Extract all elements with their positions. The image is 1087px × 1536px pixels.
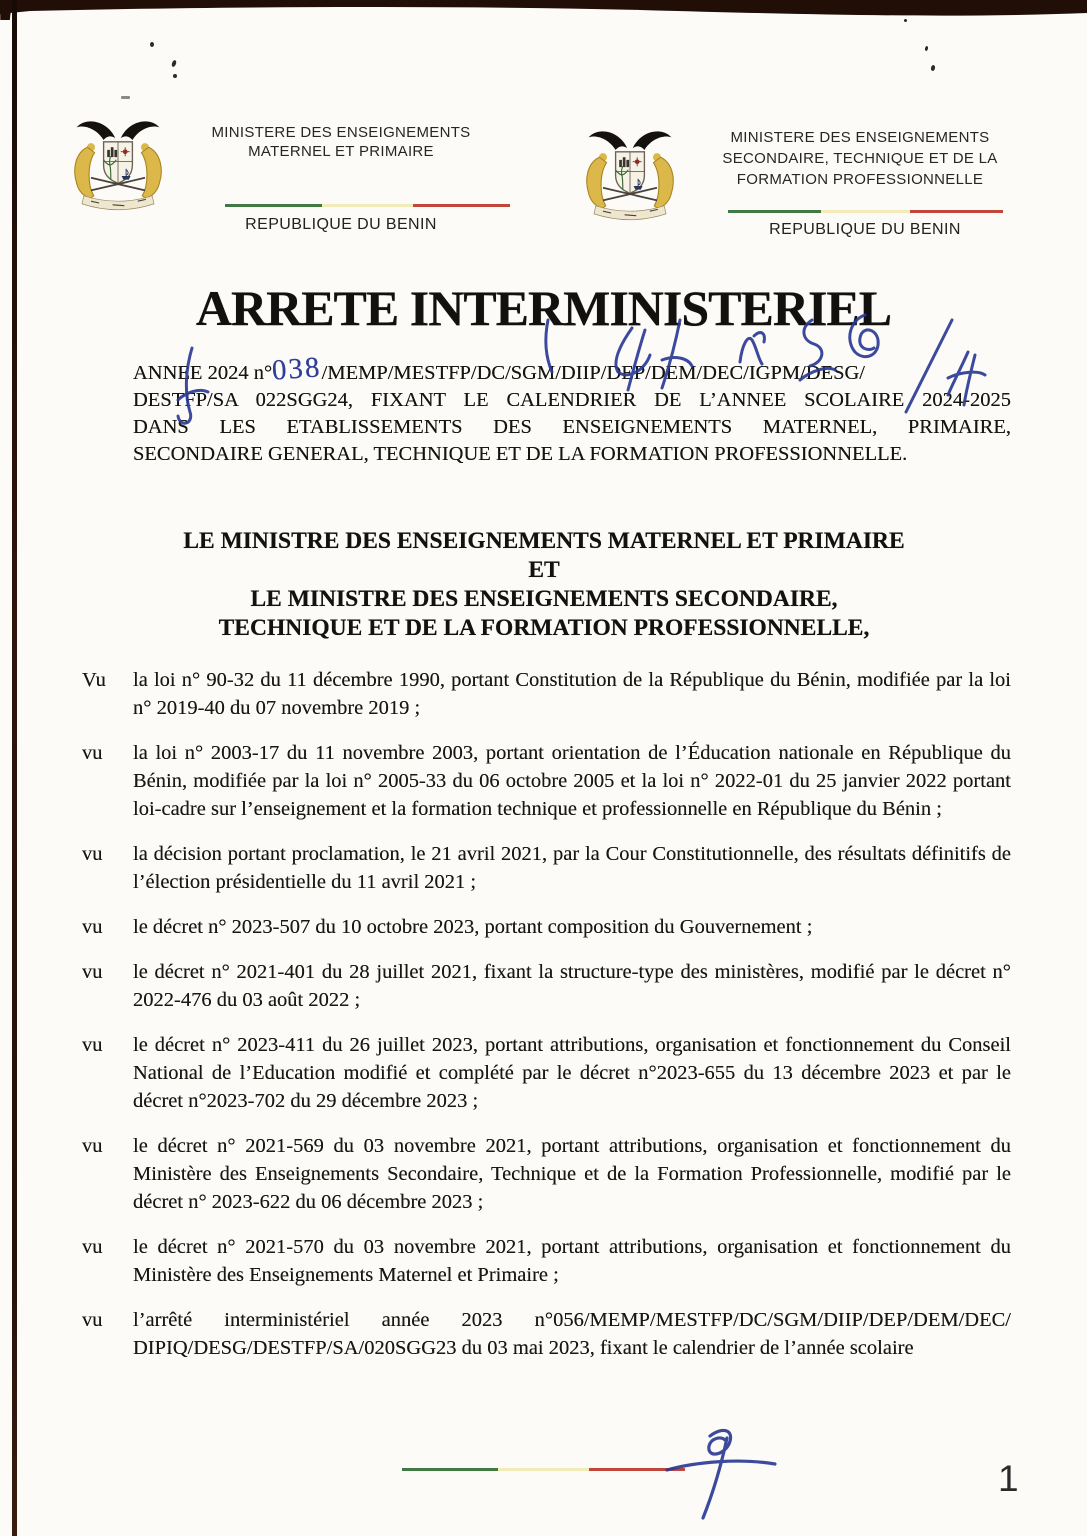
- document-title: ARRETE INTERMINISTERIEL: [195, 280, 892, 336]
- visa-item: [82, 1132, 1011, 1216]
- scan-speck: [173, 74, 177, 78]
- visa-text: le décret n° 2023-411 du 26 juillet 2023, portant attributions, organisation et fonctionnement du Conseil National de l’Education modifié et complété par le décret n°2023-655 du 13 décembre 2023 et par le décret n°2023-702 du 29 décembre 2023 ;: [133, 1034, 1011, 1112]
- reference-prefix: ANNEE 2024 n°: [133, 362, 273, 384]
- benin-coat-of-arms-right: [576, 121, 684, 233]
- visa-label: vu: [82, 843, 103, 865]
- ministry-name-right: [700, 127, 1020, 190]
- page-number: 1: [998, 1458, 1019, 1499]
- handwritten-paraphs: [140, 300, 1000, 435]
- reference-line2: DESTFP/SA 022SGG24, FIXANT LE CALENDRIER DE L’ANNEE SCOLAIRE 2024-2025: [133, 389, 1011, 411]
- scan-speck: [171, 60, 177, 68]
- issuers-line2: ET: [528, 557, 560, 583]
- visa-label: vu: [82, 1135, 103, 1157]
- scan-speck: [924, 46, 928, 52]
- scan-speck: [150, 42, 154, 47]
- issuers-line1: LE MINISTRE DES ENSEIGNEMENTS MATERNEL ET PRIMAIRE: [183, 528, 905, 554]
- issuers-line4: TECHNIQUE ET DE LA FORMATION PROFESSIONNELLE,: [218, 615, 870, 641]
- visa-item: [82, 1233, 1011, 1289]
- visa-label: vu: [82, 1236, 103, 1258]
- visa-text: le décret n° 2021-569 du 03 novembre 2021, portant attributions, organisation et fonctionnement du Ministère des Enseignements Secondaire, Technique et de la Formation Professionnelle, modifié par le décret n° 2023-622 du 06 décembre 2023 ;: [133, 1135, 1011, 1213]
- scan-speck: [930, 65, 935, 72]
- handwritten-decree-number: 038: [270, 351, 323, 387]
- visa-text: la décision portant proclamation, le 21 avril 2021, par la Cour Constitutionnelle, des résultats définitifs de l’élection présidentielle du 11 avril 2021 ;: [133, 843, 1011, 893]
- visa-text: le décret n° 2021-401 du 28 juillet 2021, fixant la structure-type des ministères, modifié par le décret n° 2022-476 du 03 août 2022 ;: [133, 961, 1011, 1011]
- flag-divider-footer: [402, 1468, 685, 1471]
- visa-item: [82, 1306, 1011, 1362]
- visa-item: [82, 739, 1011, 823]
- reference-suffix: /MEMP/MESTFP/DC/SGM/DIIP/DEP/DEM/DEC/IGPM/DESG/: [321, 362, 866, 384]
- visa-label: vu: [82, 916, 103, 938]
- ministry-name-right-line3: FORMATION PROFESSIONNELLE: [736, 171, 984, 188]
- visa-label: vu: [82, 742, 103, 764]
- visa-text: le décret n° 2023-507 du 10 octobre 2023, portant composition du Gouvernement ;: [133, 916, 813, 938]
- flag-divider-right: [728, 210, 1003, 213]
- visa-item: [82, 958, 1011, 1014]
- visa-text: l’arrêté interministériel année 2023 n°056/MEMP/MESTFP/DC/SGM/DIIP/DEP/DEM/DEC/ DIPIQ/DESG/DESTFP/SA/020SGG23 du 03 mai 2023, fixant le calendrier de l’année scolaire: [133, 1309, 1011, 1359]
- visa-label: vu: [82, 1034, 103, 1056]
- visa-text: la loi n° 90-32 du 11 décembre 1990, portant Constitution de la République du Bénin, modifiée par la loi n° 2019-40 du 07 novembre 2019 ;: [133, 669, 1011, 719]
- issuers-heading: [78, 527, 1010, 643]
- visa-label: Vu: [82, 669, 106, 691]
- ministry-name-right-line1: MINISTERE DES ENSEIGNEMENTS: [730, 129, 990, 146]
- ministry-name-left: [196, 123, 486, 161]
- visa-label: vu: [82, 961, 103, 983]
- visa-item: [82, 913, 1011, 941]
- scan-artifact-left-edge: [12, 0, 17, 1536]
- benin-coat-of-arms-left: [64, 111, 172, 223]
- scan-artifact-top-band: [0, 0, 1087, 20]
- ministry-name-right-line2: SECONDAIRE, TECHNIQUE ET DE LA: [722, 150, 998, 167]
- scan-speck: [121, 96, 130, 99]
- visa-item: [82, 1031, 1011, 1115]
- flag-divider-left: [225, 204, 510, 207]
- reference-line4: SECONDAIRE GENERAL, TECHNIQUE ET DE LA FORMATION PROFESSIONNELLE.: [133, 443, 908, 465]
- visa-list: [82, 666, 1011, 1379]
- ministry-name-left-line2: MATERNEL ET PRIMAIRE: [248, 143, 434, 160]
- visa-text: la loi n° 2003-17 du 11 novembre 2003, portant orientation de l’Éducation nationale en République du Bénin, modifiée par la loi n° 2005-33 du 06 octobre 2005 et la loi n° 2022-01 du 25 janvier 2022 portant loi-cadre sur l’enseignement et la formation technique et professionnelle en République du Bénin ;: [133, 742, 1011, 820]
- visa-label: vu: [82, 1309, 103, 1331]
- visa-item: [82, 666, 1011, 722]
- ministry-name-left-line1: MINISTERE DES ENSEIGNEMENTS: [211, 124, 471, 141]
- issuers-line3: LE MINISTRE DES ENSEIGNEMENTS SECONDAIRE,: [250, 586, 838, 612]
- scan-speck: [904, 19, 907, 22]
- visa-text: le décret n° 2021-570 du 03 novembre 2021, portant attributions, organisation et fonctionnement du Ministère des Enseignements Maternel et Primaire ;: [133, 1236, 1011, 1286]
- reference-line3: DANS LES ETABLISSEMENTS DES ENSEIGNEMENTS MATERNEL, PRIMAIRE,: [133, 416, 1011, 438]
- republic-label-left: REPUBLIQUE DU BENIN: [245, 216, 437, 233]
- handwritten-initial-footer: [655, 1418, 787, 1533]
- republic-label-right: REPUBLIQUE DU BENIN: [769, 221, 961, 238]
- visa-item: [82, 840, 1011, 896]
